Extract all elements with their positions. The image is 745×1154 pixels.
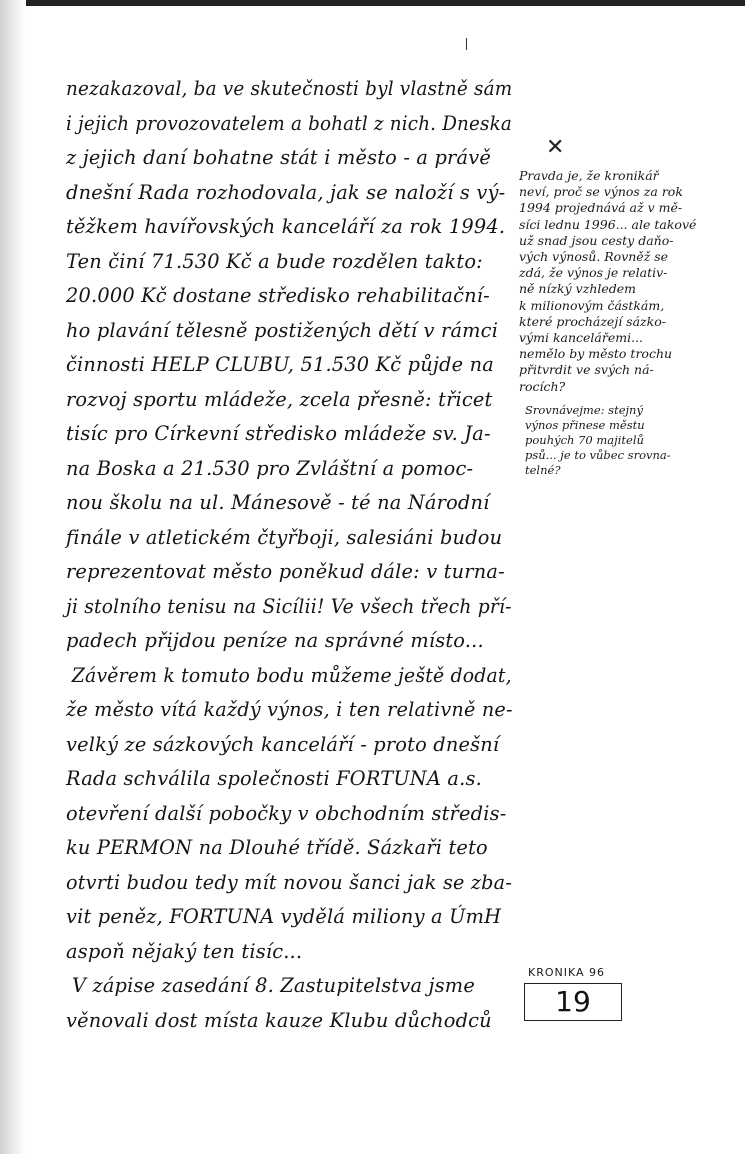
text-line: otvrti budou tedy mít novou šanci jak se zba- [66, 870, 513, 894]
text-line: dnešní Rada rozhodovala, jak se naloží s vý- [66, 180, 506, 204]
text-line: aspoň nějaký ten tisíc... [66, 939, 303, 963]
text-line: tisíc pro Církevní středisko mládeže sv. Ja- [66, 422, 491, 445]
text-line: činnosti HELP CLUBU, 51.530 Kč půjde na [66, 353, 494, 376]
margin-note-line: ně nízký vzhledem [519, 281, 637, 297]
text-line: Závěrem k tomuto bodu můžeme ještě dodat, [71, 663, 512, 687]
text-line: ho plavání tělesně postižených dětí v rámci [66, 318, 499, 342]
text-line: z jejich daní bohatne stát i město - a právě [66, 146, 491, 169]
margin-note-line: Srovnávejme: stejný [525, 402, 643, 417]
text-line: otevření další pobočky v obchodním středis- [66, 801, 507, 825]
text-line: že město vítá každý výnos, i ten relativně ne- [66, 698, 513, 721]
text-line: těžkem havířovských kanceláří za rok 1994. [66, 215, 506, 238]
margin-note-line: telné? [525, 462, 561, 477]
text-line: 20.000 Kč dostane středisko rehabilitační- [66, 284, 490, 307]
text-line: věnovali dost místa kauze Klubu důchodců [66, 1008, 492, 1032]
margin-note-line: už snad jsou cesty daňo- [519, 232, 674, 248]
text-line: ji stolního tenisu na Sicílii! Ve všech třech pří- [66, 594, 512, 618]
page-gutter-shadow [0, 0, 26, 1154]
margin-note-line: síci lednu 1996... ale takové [519, 216, 697, 232]
text-line: nezakazoval, ba ve skutečnosti byl vlastně sám [66, 77, 513, 100]
margin-mark-icon: ✕ [546, 135, 565, 160]
margin-note-line: vých výnosů. Rovněž se [519, 249, 669, 265]
margin-note-line: 1994 projednává až v mě- [519, 200, 683, 216]
text-line: na Boska a 21.530 pro Zvláštní a pomoc- [66, 456, 474, 480]
text-line: Ten činí 71.530 Kč a bude rozdělen takto: [66, 249, 483, 273]
margin-note [519, 168, 731, 478]
margin-note-line: vými kancelářemi... [519, 330, 644, 346]
margin-note-line: přitvrdit ve svých ná- [519, 362, 654, 378]
text-line: finále v atletickém čtyřboji, salesiáni budou [66, 525, 503, 549]
page-binding-edge [0, 0, 745, 6]
margin-note-line: které procházejí sázko- [519, 313, 666, 329]
margin-note-line: psů... je to vůbec srovna- [525, 447, 671, 462]
margin-note-line: nemělo by město trochu [519, 346, 673, 362]
text-line: reprezentovat město poněkud dále: v turna- [66, 560, 505, 583]
text-line: i jejich provozovatelem a bohatl z nich. Dneska [66, 111, 513, 135]
margin-note-line: k milionovým částkám, [519, 297, 665, 313]
pen-mark [466, 38, 467, 50]
text-line: Rada schválila společnosti FORTUNA a.s. [66, 767, 482, 790]
margin-note-line: zdá, že výnos je relativ- [519, 265, 668, 281]
page-number: 19 [524, 983, 622, 1021]
text-line: velký ze sázkových kanceláří - proto dnešní [66, 732, 500, 756]
text-line: V zápise zasedání 8. Zastupitelstva jsme [71, 974, 475, 997]
main-handwritten-text [66, 72, 516, 1038]
text-line: ku PERMON na Dlouhé třídě. Sázkaři teto [66, 836, 488, 859]
text-line: rozvoj sportu mládeže, zcela přesně: třicet [66, 387, 493, 411]
margin-note-line: Pravda je, že kronikář [519, 168, 659, 183]
margin-note-line: pouhých 70 majitelů [525, 432, 644, 447]
page-footer [524, 966, 634, 1021]
text-line: padech přijdou peníze na správné místo... [66, 629, 484, 652]
margin-note-line: neví, proč se výnos za rok [519, 184, 683, 200]
margin-note-line: výnos přinese městu [525, 417, 645, 432]
text-line: nou školu na ul. Mánesově - té na Národní [66, 491, 490, 514]
chronicle-label: KRONIKA 96 [528, 966, 606, 979]
margin-note-line: rocích? [519, 378, 566, 394]
text-line: vit peněz, FORTUNA vydělá miliony a ÚmH [66, 905, 502, 928]
